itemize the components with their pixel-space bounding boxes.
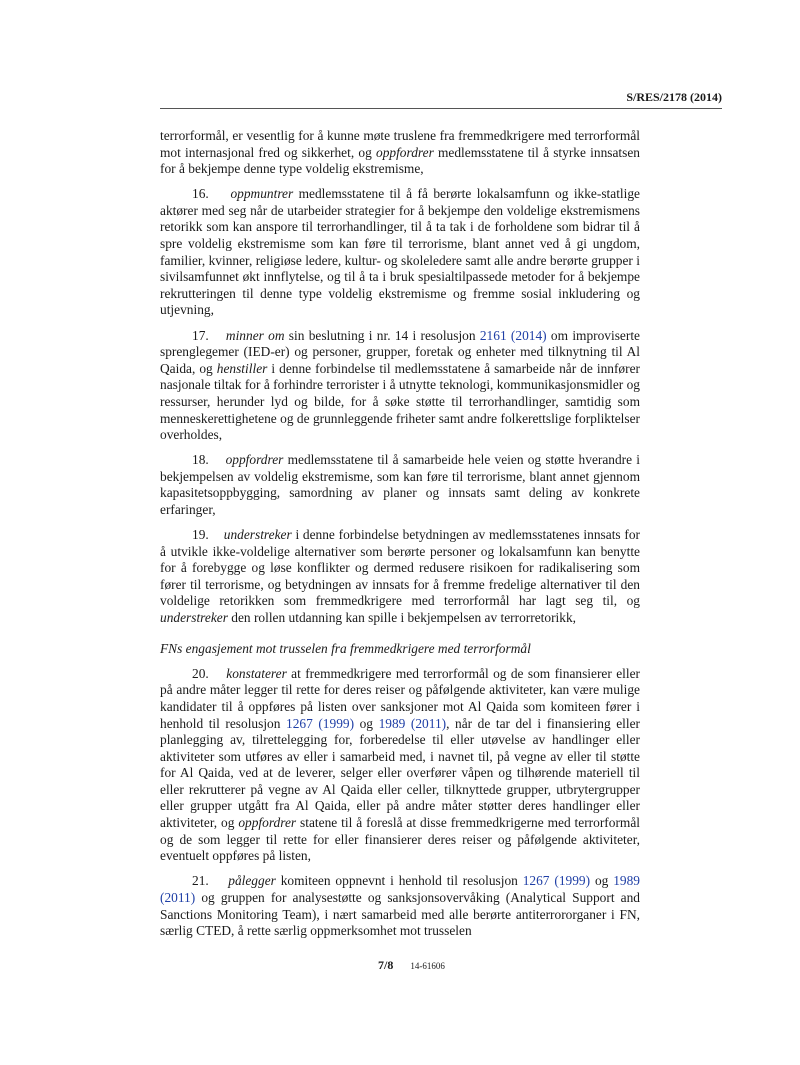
operative-verb: pålegger [228, 873, 276, 889]
text: komiteen oppnevnt i henhold til resolusjon [275, 873, 523, 889]
page-footer [378, 958, 445, 973]
text: og [354, 715, 379, 731]
paragraph-21 [160, 873, 640, 939]
paragraph-number: 16. [192, 186, 209, 202]
operative-verb: understreker [160, 610, 228, 626]
operative-verb: konstaterer [226, 665, 287, 681]
paragraph-number: 18. [192, 452, 209, 468]
text: statene til å foreslå at disse fremmedkrigerne med terrorformål og de som legger til rette for eller finansierer deres reiser og påfølgende aktiviteter, eventuelt oppføres på listen, [160, 815, 640, 864]
text: medlemsstatene til å styrke innsatsen for å bekjempe denne type voldelig ekstremisme, [160, 144, 640, 177]
resolution-link[interactable]: 1267 (1999) [286, 715, 355, 731]
paragraph-number: 17. [192, 327, 209, 343]
resolution-link[interactable]: 1989 (2011) [378, 715, 447, 731]
text: og gruppen for analysestøtte og sanksjonsovervåking (Analytical Support and Sanctions Monitoring Team), i nært samarbeid med alle berørte antiterrororganer i FN, særlig CTED, å rette særlig oppmerksomhet mot trusselen [160, 889, 640, 939]
operative-verb: understreker [223, 527, 292, 543]
paragraph-18 [160, 452, 640, 518]
paragraph-number: 20. [192, 665, 209, 681]
operative-verb: oppmuntrer [230, 186, 294, 202]
document-body [160, 128, 640, 948]
page-number: 7/8 [378, 958, 394, 972]
document-number: 14-61606 [410, 961, 445, 971]
paragraph-17 [160, 328, 640, 444]
text: , når de tar del i finansiering eller planlegging av, tilrettelegging for, forberedelse til eller utøvelse av handlinger eller aktiviteter som utføres av eller i samarbeid med, i navnet til, på vegne av eller til støtte for Al Qaida, ved at de leverer, selger eller overfører våpen og tilhørende materiell til eller rekrutterer på vegne av Al Qaida eller celler, tilknyttede grupper, utbrytergrupper eller grupper utgått fra Al Qaida, eller på andre måter støtter deres handlinger eller aktiviteter, og [160, 715, 640, 831]
operative-verb: minner om [225, 327, 285, 343]
text: sin beslutning i nr. 14 i resolusjon [284, 327, 480, 343]
paragraph-16 [160, 186, 640, 319]
operative-verb: oppfordrer [225, 452, 284, 468]
text: at fremmedkrigere med terrorformål og de som finansierer eller på andre måter legger til rette for deres reiser og påfølgende aktiviteter, kan være mulige kandidater til å oppføres på listen over sanksjoner mot Al Qaida som komiteen fører i henhold til resolusjon [160, 665, 640, 731]
paragraph-number: 21. [192, 873, 209, 889]
document-symbol: S/RES/2178 (2014) [626, 90, 722, 104]
text: medlemsstatene til å samarbeide hele veien og støtte hverandre i bekjempelsen av voldelig ekstremisme, som kan føre til terrorisme, blant annet gjennom kapasitetsoppbygging, samordning av planer og innsats samt deling av konkrete erfaringer, [160, 452, 641, 517]
text: medlemsstatene til å få berørte lokalsamfunn og ikke-statlige aktører med seg når de utarbeider strategier for å bekjempe den voldelige ekstremismens retorikk som kan anspore til terrorhandlinger, til å ta tak i de forholdene som bidrar til å spre voldelig ekstremisme som kan føre til terrorisme, blant annet ved å gi ungdom, familier, kvinner, religiøse ledere, kultur- og skoleledere samt alle andre berørte grupper i sivilsamfunnet økt innflytelse, og til å ta i bruk spesialtilpassede metoder for å bekjempe rekrutteringen til denne type voldelig ekstremisme og fremme sosial inkludering og utjevning, [160, 186, 641, 318]
resolution-link[interactable]: 1989 (2011) [160, 873, 640, 905]
text: om improviserte sprenglegemer (IED-er) og personer, grupper, foretak og enheter med tilknytning til Al Qaida, og [160, 327, 641, 376]
operative-verb: oppfordrer [376, 144, 434, 160]
operative-verb: oppfordrer [238, 815, 297, 831]
header-rule [160, 108, 722, 109]
section-heading: FNs engasjement mot trusselen fra fremmedkrigere med terrorformål [160, 640, 531, 656]
text: terrorformål, er vesentlig for å kunne møte truslene fra fremmedkrigere med terrorformål mot internasjonal fred og sikkerhet, og [160, 128, 640, 160]
paragraph-number: 19. [192, 527, 209, 543]
text: i denne forbindelse til medlemsstatene å samarbeide når de innfører nasjonale tiltak for å forhindre terrorister i å utnytte teknologi, kommunikasjonsmidler og ressurser, herunder lyd og bilde, for å søke støtte til terrorhandlinger, samtidig som menneskerettighetene og de grunnleggende friheter samt andre folkerettslige forpliktelser overholdes, [160, 360, 640, 443]
text: i denne forbindelse betydningen av medlemsstatenes innsats for å utvikle ikke-voldelige alternativer som berørte personer og lokalsamfunn kan benytte for å forebygge og løse konflikter og dermed redusere risikoen for radikalisering som fører til terrorisme, og betydningen av innsats for å fremme fredelige alternativer til den voldelige retorikken som fremmedkrigere med terrorformål har lagt seg til, og [160, 527, 640, 609]
paragraph-continued [160, 128, 640, 178]
text: og [590, 873, 614, 889]
paragraph-19 [160, 527, 640, 627]
paragraph-20 [160, 666, 640, 865]
resolution-link[interactable]: 1267 (1999) [522, 873, 591, 889]
resolution-link[interactable]: 2161 (2014) [479, 327, 547, 343]
operative-verb: henstiller [216, 360, 268, 376]
text: den rollen utdanning kan spille i bekjempelsen av terrorretorikk, [227, 610, 576, 626]
